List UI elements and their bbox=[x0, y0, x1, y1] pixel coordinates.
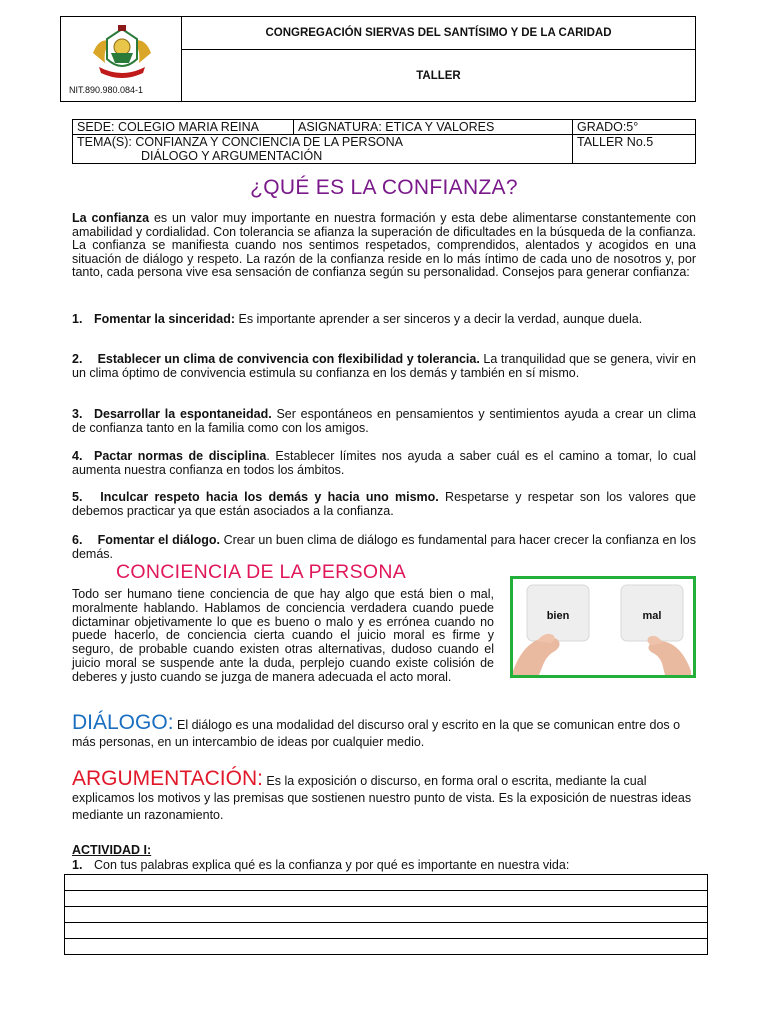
tip-number: 5. bbox=[72, 490, 83, 504]
answer-line[interactable] bbox=[65, 923, 708, 939]
tip-item bbox=[72, 408, 696, 435]
argumentacion-title: ARGUMENTACIÓN: bbox=[72, 767, 263, 790]
tip-number: 6. bbox=[72, 533, 83, 547]
asignatura-cell: ASIGNATURA: ETICA Y VALORES bbox=[294, 120, 573, 135]
hands-cards-illustration bbox=[513, 579, 693, 675]
tip-text: Crear un buen clima de diálogo es fundamental para hacer crecer la confianza en los demás. bbox=[72, 533, 696, 561]
tip-bold: Pactar normas de disciplina bbox=[94, 449, 267, 463]
intro-text: es un valor muy importante en nuestra formación y esta debe alimentarse constantemente con amabilidad y cordialidad. Con tolerancia se afianza la superación de dificultades en la búsqueda de la confianza. La confianza se manifiesta cuando nos sentimos respetados, comprendidos, alentados y acogidos en una situación de diálogo y respeto. La razón de la confianza reside en lo más íntimo de cada uno de nosotros y, por tanto, cada persona vive esa sensación de confianza según su personalidad. Consejos para generar confianza: bbox=[72, 211, 696, 280]
tip-bold: Establecer un clima de convivencia con flexibilidad y tolerancia. bbox=[94, 352, 480, 366]
intro-bold: La confianza bbox=[72, 211, 150, 225]
congregation-name: CONGREGACIÓN SIERVAS DEL SANTÍSIMO Y DE LA CARIDAD bbox=[182, 17, 695, 50]
tip-bold: Inculcar respeto hacia los demás y hacia uno mismo. bbox=[94, 490, 439, 504]
taller-cell: TALLER No.5 bbox=[573, 135, 696, 164]
answer-line[interactable] bbox=[65, 875, 708, 891]
tip-item bbox=[72, 534, 696, 561]
tip-text: Es importante aprender a ser sinceros y a decir la verdad, aunque duela. bbox=[235, 312, 643, 326]
tema-line-1: TEMA(S): CONFIANZA Y CONCIENCIA DE LA PERSONA bbox=[77, 135, 403, 149]
card-bien-label: bien bbox=[546, 610, 570, 622]
grado-cell: GRADO:5° bbox=[573, 120, 696, 135]
tip-number: 3. bbox=[72, 407, 83, 421]
question-1 bbox=[72, 858, 569, 872]
tip-bold: Desarrollar la espontaneidad. bbox=[94, 407, 272, 421]
answer-line[interactable] bbox=[65, 939, 708, 955]
tip-number: 2. bbox=[72, 352, 83, 366]
tema-line-2: DIÁLOGO Y ARGUMENTACIÓN bbox=[141, 149, 323, 163]
tip-bold: Fomentar el diálogo. bbox=[94, 533, 220, 547]
school-crest-icon bbox=[89, 23, 155, 81]
document-type: TALLER bbox=[416, 69, 461, 82]
question-text: Con tus palabras explica qué es la confianza y por qué es importante en nuestra vida: bbox=[94, 858, 570, 872]
logo-cell bbox=[61, 17, 182, 101]
tip-item bbox=[72, 313, 696, 327]
page-title: ¿QUÉ ES LA CONFIANZA? bbox=[250, 176, 518, 199]
tip-item bbox=[72, 450, 696, 477]
nit-number: NIT.890.980.084-1 bbox=[69, 85, 144, 95]
tip-item bbox=[72, 491, 696, 518]
tip-number: 4. bbox=[72, 449, 83, 463]
argumentacion-paragraph bbox=[72, 767, 696, 824]
answer-lines bbox=[64, 874, 708, 955]
tip-bold: Fomentar la sinceridad: bbox=[94, 312, 236, 326]
answer-line[interactable] bbox=[65, 907, 708, 923]
argumentacion-text: Es la exposición o discurso, en forma oral o escrita, mediante la cual explicamos los motivos y las premisas que sostienen nuestro punto de vista. Es la exposición de nuestras ideas mediante un razonamiento. bbox=[72, 774, 692, 822]
tip-text: La tranquilidad que se genera, vivir en un clima óptimo de convivencia estimula su confianza en los demás y también en sí mismo. bbox=[72, 352, 696, 380]
tip-text: . Establecer límites nos ayuda a saber cuál es el camino a tomar, lo cual aumenta nuestra confianza en todos los ámbitos. bbox=[72, 449, 696, 477]
conciencia-paragraph: Todo ser humano tiene conciencia de que hay algo que está bien o mal, moralmente hablando. Hablamos de conciencia verdadera cuando puede dictaminar objetivamente lo que es bueno o malo y es errónea cuando no puede hacerlo, de conciencia cierta cuando el juicio moral es firme y seguro, de probable cuando existen otras alternativas, dudoso cuando el juicio moral se suspende ante la duda, perplejo cuando existe colisión de deberes y justo cuando se juzga de manera adecuada el acto moral. bbox=[72, 587, 494, 684]
tip-number: 1. bbox=[72, 312, 83, 326]
actividad-title: ACTIVIDAD I: bbox=[72, 843, 152, 857]
tip-text: Ser espontáneos en pensamientos y sentimientos ayuda a crear un clima de confianza tanto en la familia como con los amigos. bbox=[72, 407, 696, 435]
sede-cell: SEDE: COLEGIO MARIA REINA bbox=[73, 120, 294, 135]
dialogo-paragraph bbox=[72, 711, 696, 751]
conciencia-title: CONCIENCIA DE LA PERSONA bbox=[116, 561, 407, 583]
dialogo-text: El diálogo es una modalidad del discurso oral y escrito en la que se comunican entre dos o más personas, en un intercambio de ideas por cualquier medio. bbox=[72, 718, 681, 749]
question-number: 1. bbox=[72, 858, 83, 872]
document-header bbox=[60, 16, 696, 102]
tip-text: Respetarse y respetar son los valores que debemos practicar ya que están asociados a la confianza. bbox=[72, 490, 697, 518]
card-mal-label: mal bbox=[642, 610, 662, 622]
tema-cell bbox=[73, 135, 573, 164]
intro-paragraph bbox=[72, 212, 696, 280]
dialogo-title: DIÁLOGO: bbox=[72, 711, 174, 734]
answer-line[interactable] bbox=[65, 891, 708, 907]
info-table bbox=[72, 119, 696, 164]
bien-mal-image bbox=[510, 576, 696, 678]
tip-item bbox=[72, 353, 696, 380]
